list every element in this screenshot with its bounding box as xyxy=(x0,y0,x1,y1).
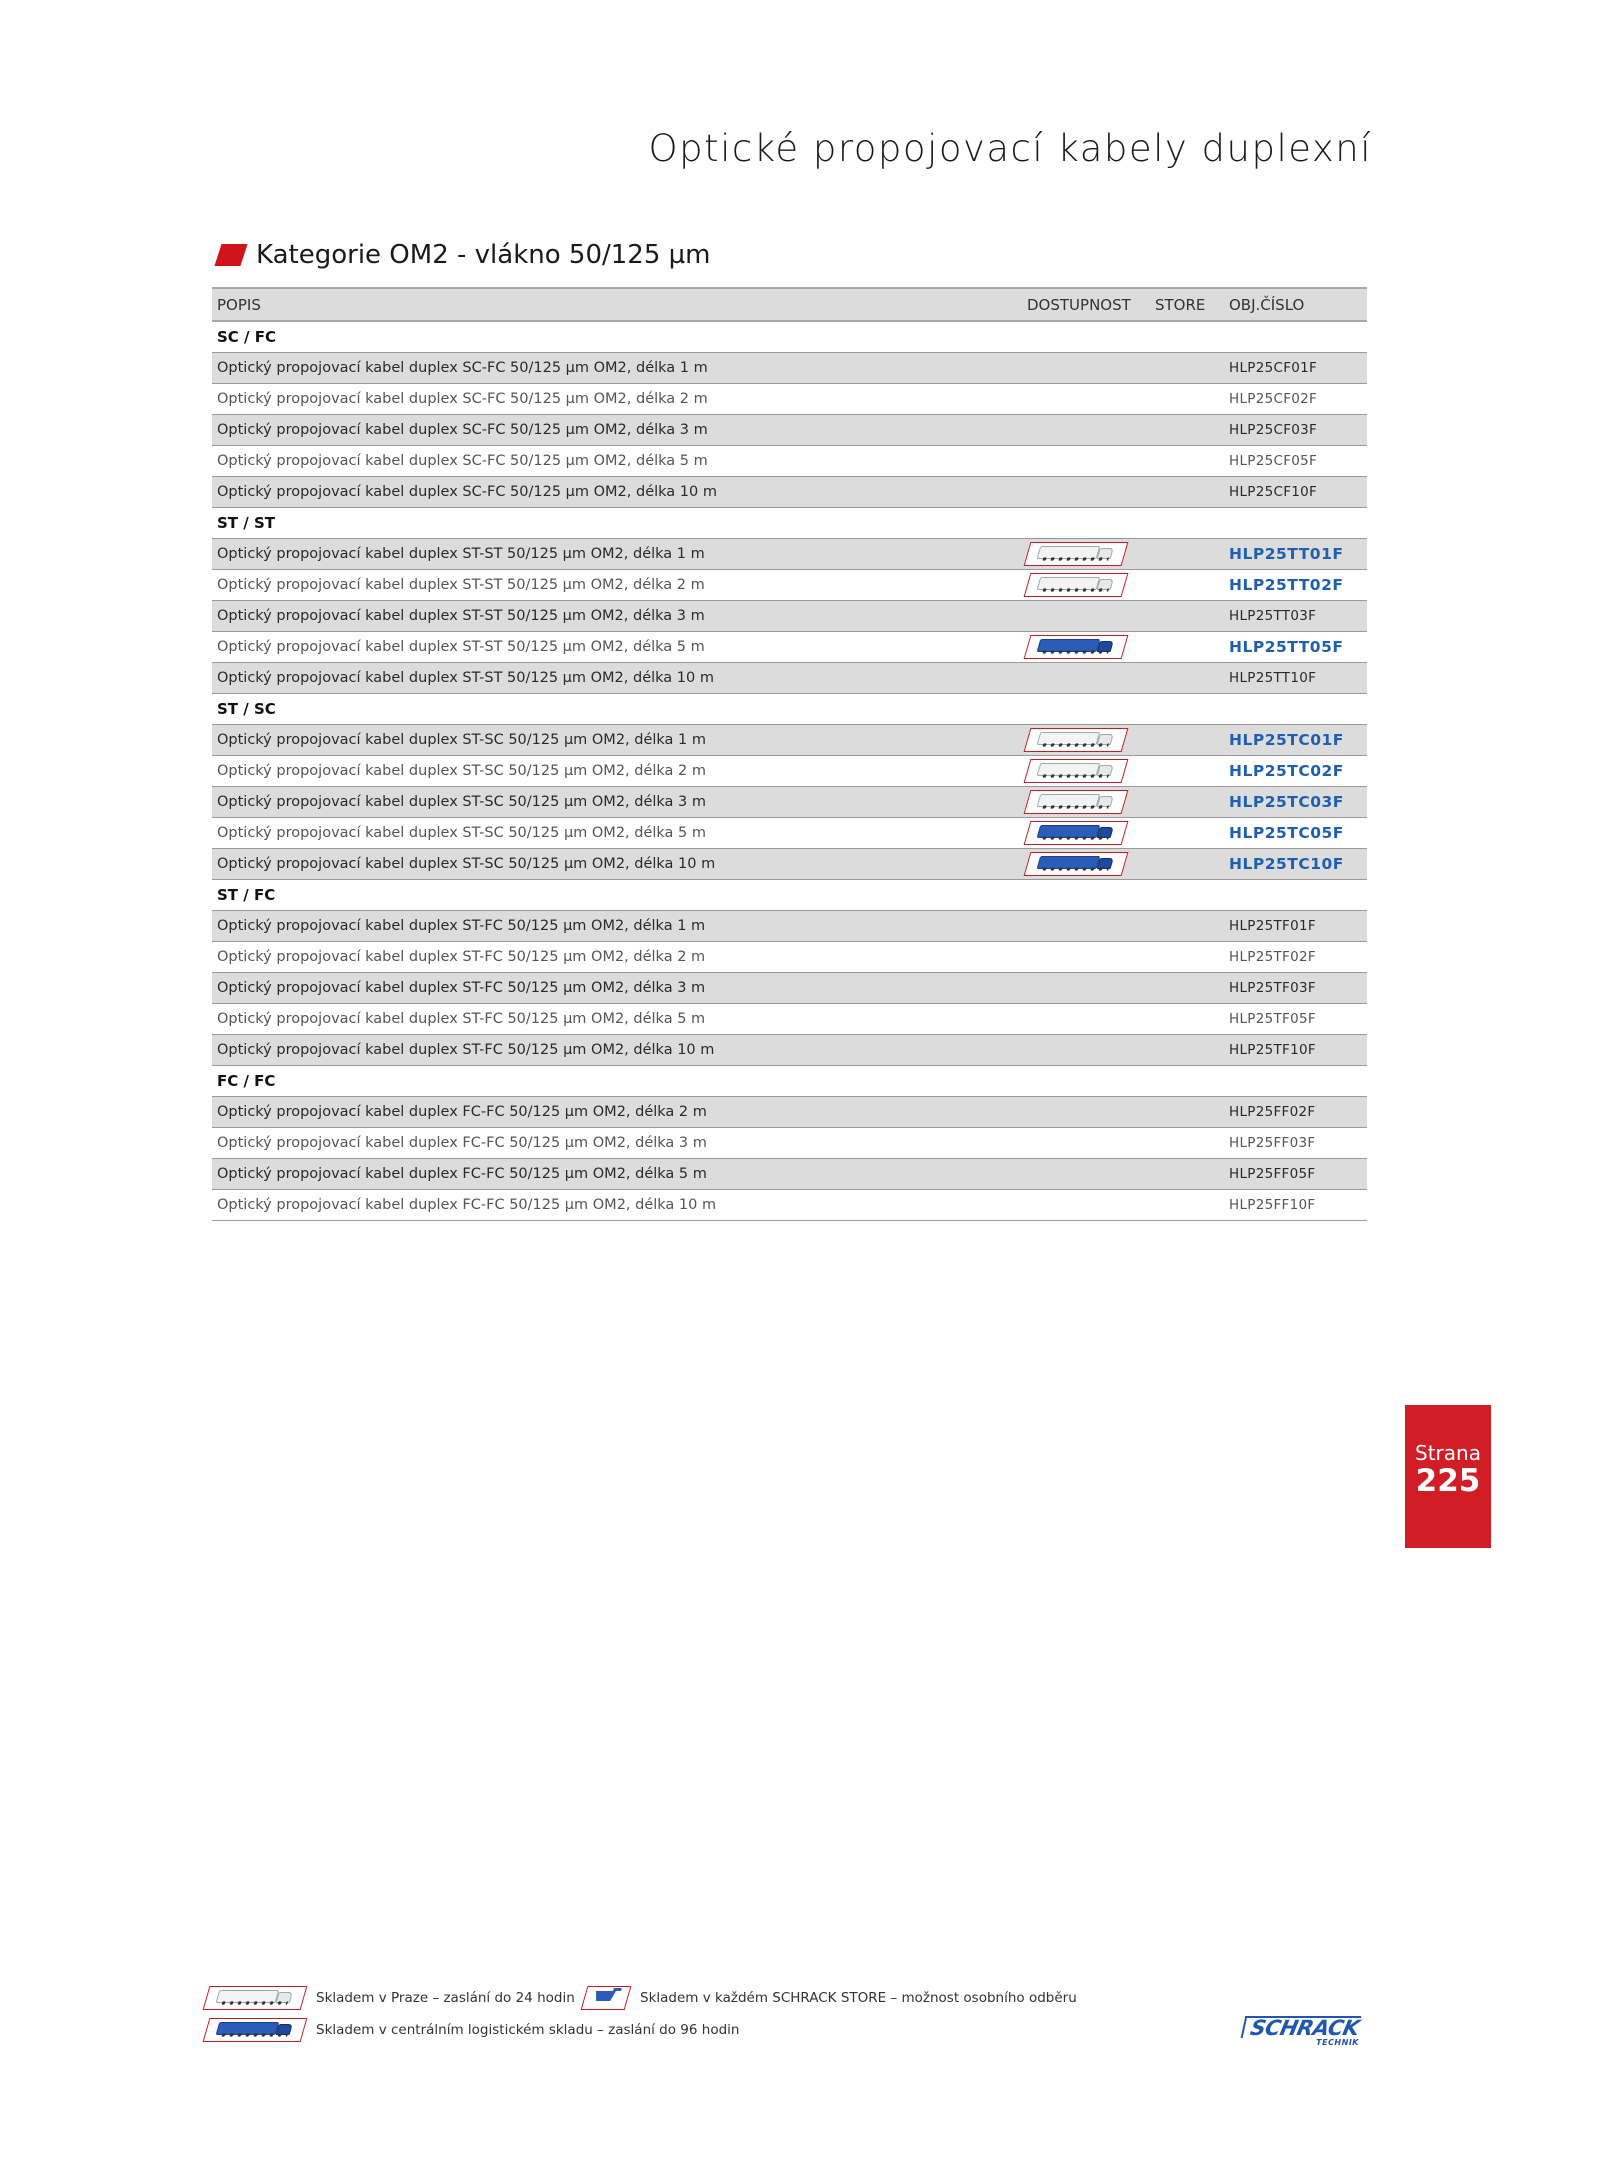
row-availability xyxy=(1027,849,1155,879)
header-desc: POPIS xyxy=(217,295,261,314)
legend-central-text: Skladem v centrálním logistickém skladu – zaslání do 96 hodin xyxy=(316,2022,740,2038)
row-order-number: HLP25FF10F xyxy=(1229,1197,1316,1213)
group-header: ST / ST xyxy=(212,508,1367,539)
row-order-number: HLP25TT01F xyxy=(1229,545,1344,563)
row-description: Optický propojovací kabel duplex FC-FC 50/125 µm OM2, délka 3 m xyxy=(217,1135,707,1151)
row-order-number: HLP25TC05F xyxy=(1229,824,1344,842)
table-row[interactable] xyxy=(212,1159,1367,1190)
schrack-logo xyxy=(1243,2016,1363,2048)
table-row[interactable] xyxy=(212,632,1367,663)
table-row[interactable] xyxy=(212,663,1367,694)
row-description: Optický propojovací kabel duplex ST-FC 50/125 µm OM2, délka 5 m xyxy=(217,1011,706,1027)
row-availability xyxy=(1027,1004,1155,1034)
row-order-number: HLP25TF05F xyxy=(1229,1011,1316,1027)
row-description: Optický propojovací kabel duplex FC-FC 50/125 µm OM2, délka 10 m xyxy=(217,1197,717,1213)
row-order-number: HLP25CF01F xyxy=(1229,360,1318,376)
row-order-number: HLP25FF05F xyxy=(1229,1166,1316,1182)
prague-stock-truck-icon xyxy=(1024,573,1129,597)
legend-item-central xyxy=(206,2018,739,2042)
legend-item-prague xyxy=(206,1986,575,2010)
row-availability xyxy=(1027,1128,1155,1158)
row-order-number: HLP25TF02F xyxy=(1229,949,1316,965)
group-header: FC / FC xyxy=(212,1066,1367,1097)
row-order-number: HLP25TF10F xyxy=(1229,1042,1316,1058)
row-order-number: HLP25TT03F xyxy=(1229,608,1317,624)
table-row[interactable] xyxy=(212,942,1367,973)
row-description: Optický propojovací kabel duplex ST-SC 50/125 µm OM2, délka 2 m xyxy=(217,763,707,779)
group-header: ST / FC xyxy=(212,880,1367,911)
table-row[interactable] xyxy=(212,849,1367,880)
row-description: Optický propojovací kabel duplex ST-ST 50/125 µm OM2, délka 5 m xyxy=(217,639,705,655)
row-description: Optický propojovací kabel duplex ST-FC 50/125 µm OM2, délka 2 m xyxy=(217,949,706,965)
row-description: Optický propojovací kabel duplex ST-SC 50/125 µm OM2, délka 3 m xyxy=(217,794,707,810)
row-availability xyxy=(1027,353,1155,383)
row-availability xyxy=(1027,446,1155,476)
table-row[interactable] xyxy=(212,725,1367,756)
row-order-number: HLP25TT05F xyxy=(1229,638,1344,656)
row-availability xyxy=(1027,973,1155,1003)
row-availability xyxy=(1027,942,1155,972)
prague-stock-truck-icon xyxy=(1024,728,1129,752)
row-availability xyxy=(1027,601,1155,631)
row-description: Optický propojovací kabel duplex ST-FC 50/125 µm OM2, délka 1 m xyxy=(217,918,706,934)
table-row[interactable] xyxy=(212,446,1367,477)
prague-stock-truck-icon xyxy=(1024,790,1129,814)
header-availability: DOSTUPNOST xyxy=(1027,295,1131,314)
row-order-number: HLP25FF03F xyxy=(1229,1135,1316,1151)
header-order-number: OBJ.ČÍSLO xyxy=(1229,295,1305,314)
legend-store-text: Skladem v každém SCHRACK STORE – možnost osobního odběru xyxy=(640,1990,1077,2006)
product-table xyxy=(212,287,1367,1221)
row-availability xyxy=(1027,787,1155,817)
table-row[interactable] xyxy=(212,601,1367,632)
table-row[interactable] xyxy=(212,1190,1367,1221)
page-title: Optické propojovací kabely duplexní xyxy=(648,127,1372,170)
section-heading xyxy=(212,235,711,275)
row-order-number: HLP25TF03F xyxy=(1229,980,1316,996)
row-description: Optický propojovací kabel duplex SC-FC 50/125 µm OM2, délka 10 m xyxy=(217,484,717,500)
row-availability xyxy=(1027,756,1155,786)
row-availability xyxy=(1027,725,1155,755)
row-order-number: HLP25TC01F xyxy=(1229,731,1344,749)
legend-prague-text: Skladem v Praze – zaslání do 24 hodin xyxy=(316,1990,575,2006)
table-row[interactable] xyxy=(212,1128,1367,1159)
row-description: Optický propojovací kabel duplex SC-FC 50/125 µm OM2, délka 5 m xyxy=(217,453,708,469)
row-description: Optický propojovací kabel duplex ST-SC 50/125 µm OM2, délka 5 m xyxy=(217,825,707,841)
row-availability xyxy=(1027,415,1155,445)
page-number-tab xyxy=(1405,1405,1491,1548)
row-description: Optický propojovací kabel duplex FC-FC 50/125 µm OM2, délka 5 m xyxy=(217,1166,707,1182)
group-header: SC / FC xyxy=(212,322,1367,353)
table-row[interactable] xyxy=(212,415,1367,446)
central-stock-truck-icon xyxy=(1024,635,1129,659)
table-row[interactable] xyxy=(212,787,1367,818)
row-order-number: HLP25CF03F xyxy=(1229,422,1318,438)
row-description: Optický propojovací kabel duplex ST-ST 50/125 µm OM2, délka 10 m xyxy=(217,670,714,686)
section-title: Kategorie OM2 - vlákno 50/125 µm xyxy=(256,240,711,270)
page-tab-label: Strana xyxy=(1415,1441,1481,1465)
row-availability xyxy=(1027,384,1155,414)
row-availability xyxy=(1027,1097,1155,1127)
central-stock-truck-icon xyxy=(1024,852,1129,876)
logo-brand: SCHRACK xyxy=(1241,2016,1362,2038)
table-row[interactable] xyxy=(212,570,1367,601)
row-description: Optický propojovací kabel duplex ST-FC 50/125 µm OM2, délka 3 m xyxy=(217,980,706,996)
row-order-number: HLP25CF05F xyxy=(1229,453,1318,469)
row-description: Optický propojovací kabel duplex SC-FC 50/125 µm OM2, délka 2 m xyxy=(217,391,708,407)
row-order-number: HLP25FF02F xyxy=(1229,1104,1316,1120)
row-availability xyxy=(1027,1190,1155,1220)
row-availability xyxy=(1027,539,1155,569)
table-row[interactable] xyxy=(212,1035,1367,1066)
store-cart-icon xyxy=(581,1986,632,2010)
row-availability xyxy=(1027,818,1155,848)
table-row[interactable] xyxy=(212,539,1367,570)
row-availability xyxy=(1027,1035,1155,1065)
row-availability xyxy=(1027,477,1155,507)
prague-stock-truck-icon xyxy=(1024,759,1129,783)
table-row[interactable] xyxy=(212,756,1367,787)
table-row[interactable] xyxy=(212,1097,1367,1128)
row-description: Optický propojovací kabel duplex SC-FC 50/125 µm OM2, délka 3 m xyxy=(217,422,708,438)
table-row[interactable] xyxy=(212,353,1367,384)
row-availability xyxy=(1027,663,1155,693)
row-order-number: HLP25TF01F xyxy=(1229,918,1316,934)
row-description: Optický propojovací kabel duplex ST-FC 50/125 µm OM2, délka 10 m xyxy=(217,1042,715,1058)
row-description: Optický propojovací kabel duplex SC-FC 50/125 µm OM2, délka 1 m xyxy=(217,360,708,376)
row-description: Optický propojovací kabel duplex ST-ST 50/125 µm OM2, délka 2 m xyxy=(217,577,705,593)
header-store: STORE xyxy=(1155,295,1206,314)
row-order-number: HLP25TT10F xyxy=(1229,670,1317,686)
row-order-number: HLP25TC10F xyxy=(1229,855,1344,873)
row-description: Optický propojovací kabel duplex ST-SC 50/125 µm OM2, délka 10 m xyxy=(217,856,716,872)
row-availability xyxy=(1027,911,1155,941)
legend-item-store xyxy=(584,1986,1077,2010)
row-order-number: HLP25CF10F xyxy=(1229,484,1318,500)
row-order-number: HLP25TC02F xyxy=(1229,762,1344,780)
row-order-number: HLP25TT02F xyxy=(1229,576,1344,594)
row-description: Optický propojovací kabel duplex ST-ST 50/125 µm OM2, délka 1 m xyxy=(217,546,705,562)
row-order-number: HLP25TC03F xyxy=(1229,793,1344,811)
row-availability xyxy=(1027,570,1155,600)
central-stock-truck-icon xyxy=(203,2018,308,2042)
table-header xyxy=(212,287,1367,322)
section-marker-icon xyxy=(214,244,247,266)
table-row[interactable] xyxy=(212,818,1367,849)
table-row[interactable] xyxy=(212,1004,1367,1035)
group-header: ST / SC xyxy=(212,694,1367,725)
logo-sub: TECHNIK xyxy=(1316,2038,1359,2047)
table-row[interactable] xyxy=(212,477,1367,508)
table-row[interactable] xyxy=(212,384,1367,415)
row-description: Optický propojovací kabel duplex ST-SC 50/125 µm OM2, délka 1 m xyxy=(217,732,707,748)
page-number: 225 xyxy=(1415,1463,1481,1499)
prague-stock-truck-icon xyxy=(1024,542,1129,566)
row-description: Optický propojovací kabel duplex FC-FC 50/125 µm OM2, délka 2 m xyxy=(217,1104,707,1120)
row-order-number: HLP25CF02F xyxy=(1229,391,1318,407)
table-row[interactable] xyxy=(212,973,1367,1004)
table-body xyxy=(212,322,1367,1221)
table-row[interactable] xyxy=(212,911,1367,942)
central-stock-truck-icon xyxy=(1024,821,1129,845)
row-description: Optický propojovací kabel duplex ST-ST 50/125 µm OM2, délka 3 m xyxy=(217,608,705,624)
row-availability xyxy=(1027,632,1155,662)
row-availability xyxy=(1027,1159,1155,1189)
prague-stock-truck-icon xyxy=(203,1986,308,2010)
